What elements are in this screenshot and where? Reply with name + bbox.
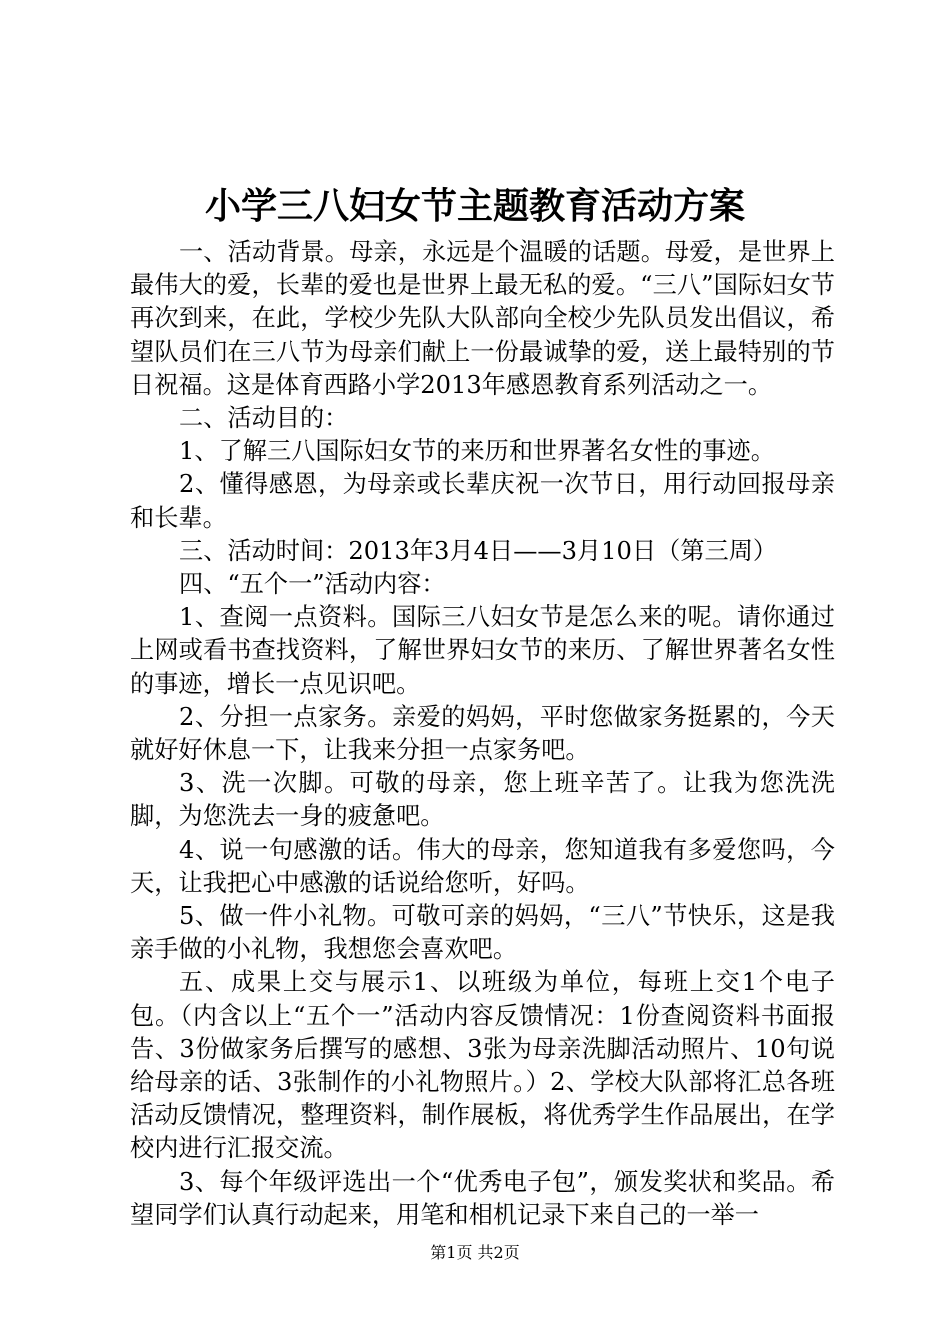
paragraph-content-4: 4、说一句感激的话。伟大的母亲，您知道我有多爱您吗，今天，让我把心中感激的话说给您听，好吗。 <box>130 835 835 897</box>
paragraph-content-3: 3、洗一次脚。可敬的母亲，您上班辛苦了。让我为您洗洗脚，为您洗去一身的疲惫吧。 <box>130 769 835 831</box>
paragraph-time: 三、活动时间：2013年3月4日——3月10日（第三周） <box>179 536 778 565</box>
paragraph-content-2: 2、分担一点家务。亲爱的妈妈，平时您做家务挺累的，今天就好好休息一下，让我来分担一点家务吧。 <box>130 702 835 765</box>
paragraph-award: 3、每个年级评选出一个“优秀电子包”，颁发奖状和奖品。希望同学们认真行动起来，用笔和相机记录下来自己的一举一 <box>130 1167 835 1229</box>
paragraph-background: 一、活动背景。母亲，永远是个温暖的话题。母爱，是世界上最伟大的爱，长辈的爱也是世界上最无私的爱。“三八”国际妇女节再次到来，在此，学校少先队大队部向全校少先队员发出倡议，希望队员们在三八节为母亲们献上一份最诚挚的爱，送上最特别的节日祝福。这是体育西路小学2013年感恩教育系列活动之一。 <box>130 238 835 399</box>
paragraph-content-heading: 四、“五个一”活动内容： <box>179 570 446 599</box>
paragraph-purpose-2: 2、懂得感恩，为母亲或长辈庆祝一次节日，用行动回报母亲和长辈。 <box>130 470 835 532</box>
document-title: 小学三八妇女节主题教育活动方案 <box>204 185 745 227</box>
paragraph-purpose-1: 1、了解三八国际妇女节的来历和世界著名女性的事迹。 <box>179 437 775 466</box>
paragraph-content-1: 1、查阅一点资料。国际三八妇女节是怎么来的呢。请你通过上网或看书查找资料，了解世界妇女节的来历、了解世界著名女性的事迹，增长一点见识吧。 <box>130 603 835 698</box>
page-number-footer: 第1页 共2页 <box>430 1243 520 1262</box>
paragraph-purpose-heading: 二、活动目的： <box>179 404 349 433</box>
paragraph-results: 五、成果上交与展示1、以班级为单位，每班上交1个电子包。（内含以上“五个一”活动内容反馈情况：1份查阅资料书面报告、3份做家务后撰写的感想、3张为母亲洗脚活动照片、10句说给母亲的话、3张制作的小礼物照片。）2、学校大队部将汇总各班活动反馈情况，整理资料，制作展板，将优秀学生作品展出，在学校内进行汇报交流。 <box>130 968 835 1163</box>
document-body <box>130 236 835 1232</box>
paragraph-content-5: 5、做一件小礼物。可敬可亲的妈妈，“三八”节快乐，这是我亲手做的小礼物，我想您会喜欢吧。 <box>130 902 835 964</box>
